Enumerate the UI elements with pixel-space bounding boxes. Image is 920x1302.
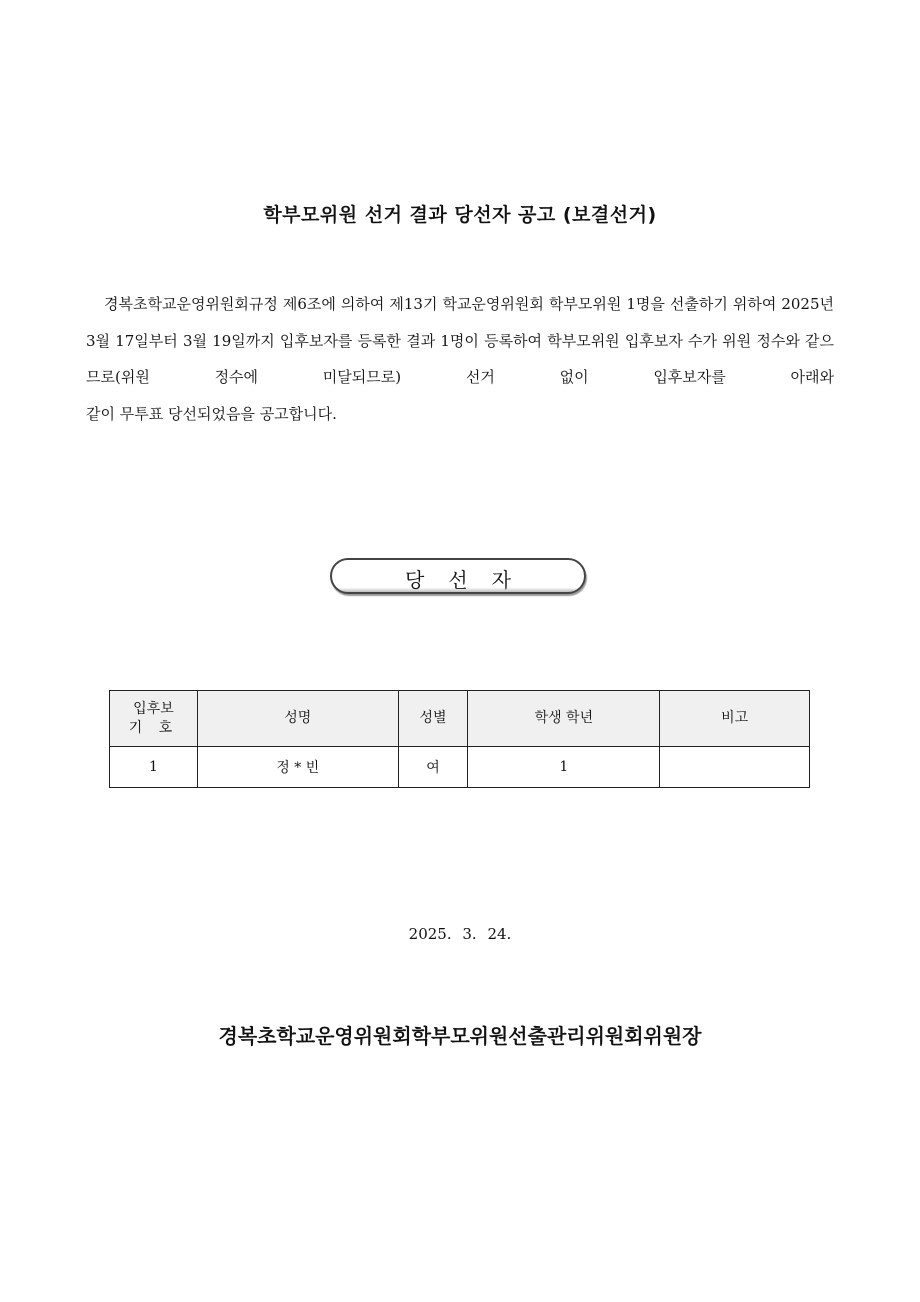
header-candidate-number [110,691,198,747]
notice-body [86,286,834,432]
body-line-3: 입후보자 수가 위원 정수와 같으므로(위원 정수에 미달되므로) 선거 없이 입후보자를 아래와 [86,331,834,386]
notice-date: 2025. 3. 24. [408,925,512,943]
winner-table [109,690,810,788]
header-note: 비고 [660,691,810,747]
cell-student-grade: 1 [468,747,660,788]
winner-section-label: 당선자 [405,568,535,592]
header-gender: 성별 [398,691,468,747]
body-line-2: 위하여 2025년 3월 17일부터 3월 19일까지 입후보자를 등록한 결과 1명이 등록하여 학부모위원 [86,295,834,350]
notice-title: 학부모위원 선거 결과 당선자 공고 (보결선거) [263,204,657,226]
header-name: 성명 [197,691,398,747]
body-line-1: 경복초학교운영위원회규정 제6조에 의하여 제13기 학교운영위원회 학부모위원 1명을 선출하기 [104,295,728,313]
cell-name: 정 * 빈 [197,747,398,788]
body-line-4: 같이 무투표 당선되었음을 공고합니다. [86,404,337,423]
header-candidate-number-line2: 기 호 [128,719,179,736]
winner-section-label-box [330,558,586,594]
table-header-row [110,691,810,747]
cell-gender: 여 [398,747,468,788]
header-student-grade: 학생 학년 [468,691,660,747]
cell-note [660,747,810,788]
table-row [110,747,810,788]
cell-candidate-number: 1 [110,747,198,788]
issuer-signature: 경복초학교운영위원회학부모위원선출관리위원회위원장 [218,1024,702,1048]
header-candidate-number-line1: 입후보 [133,700,174,717]
